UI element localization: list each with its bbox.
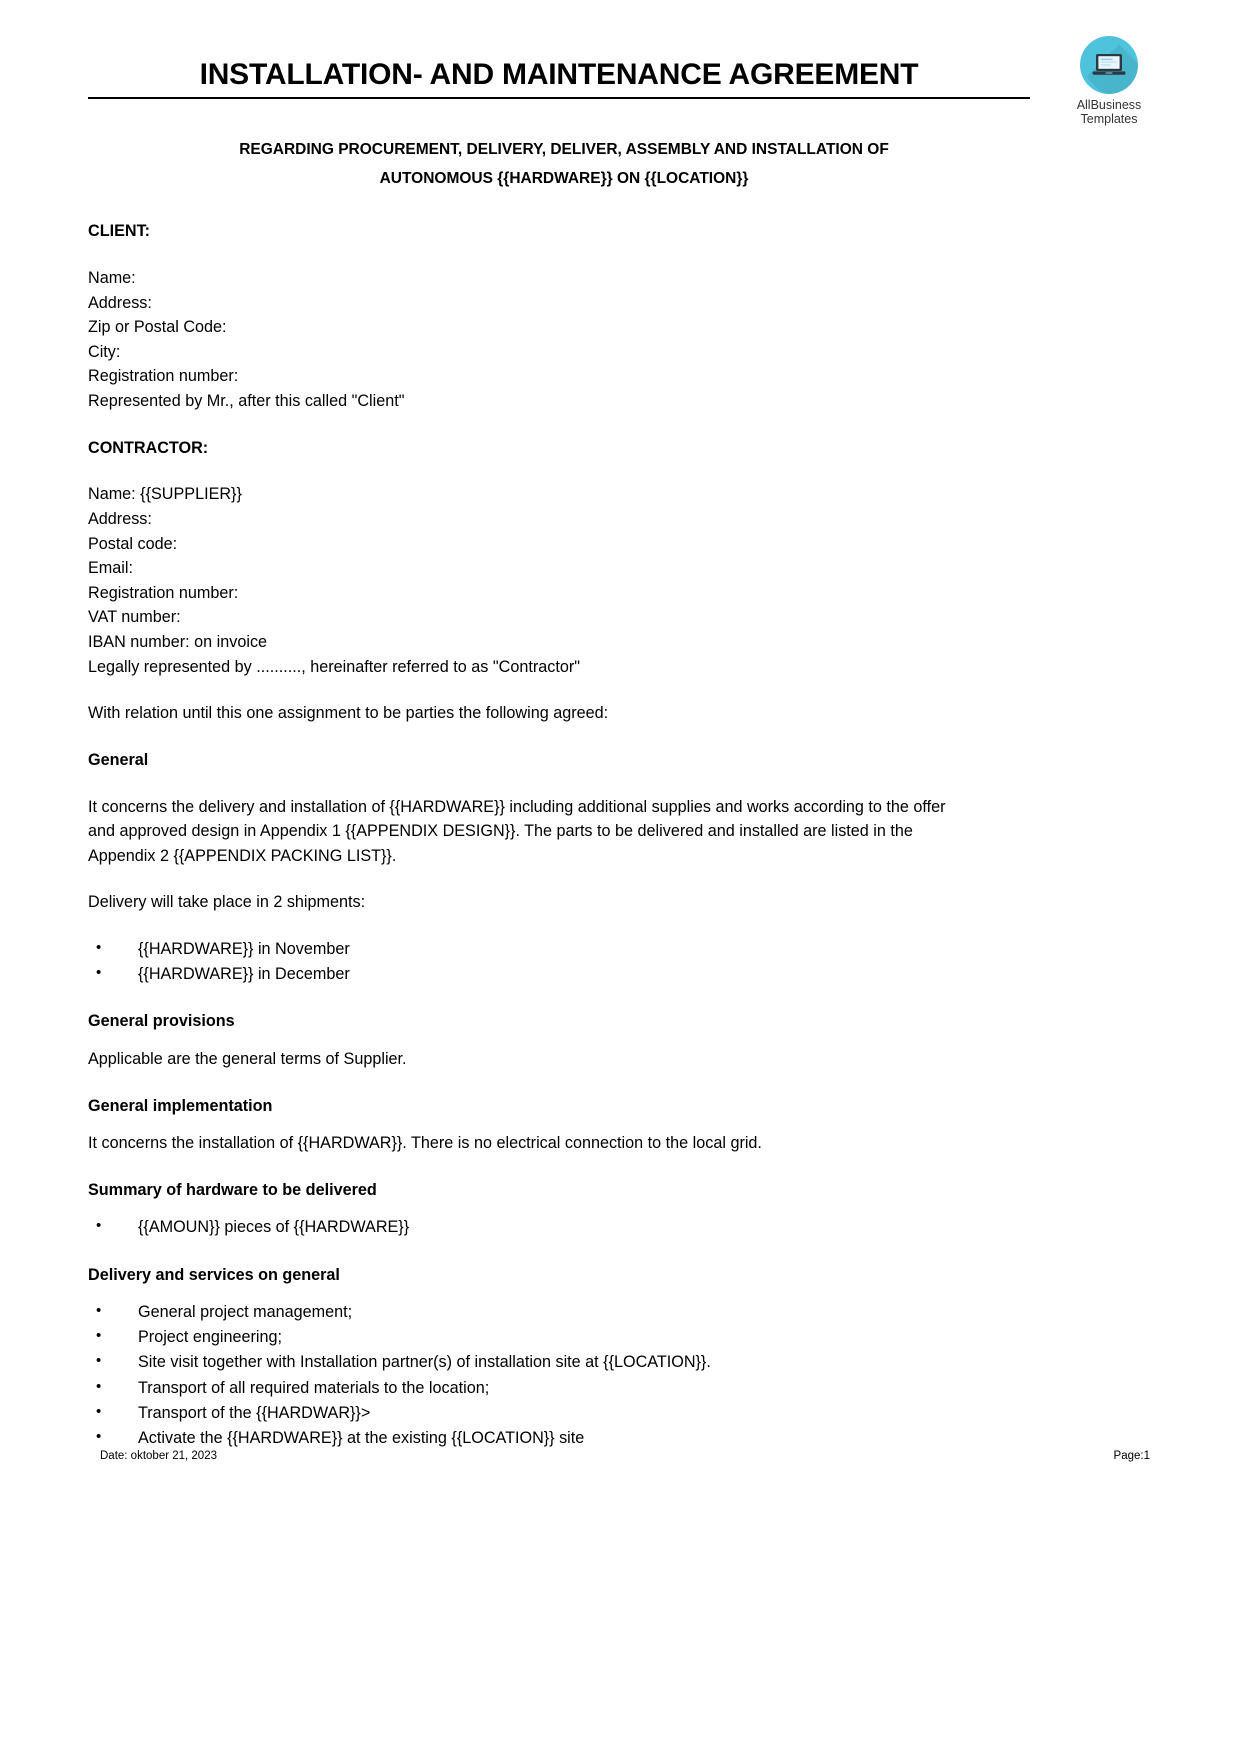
logo-text-line2: Templates bbox=[1080, 112, 1138, 127]
client-field-represented: Represented by Mr., after this called "Client" bbox=[88, 392, 405, 411]
intro-line: With relation until this one assignment to be parties the following agreed: bbox=[88, 704, 609, 723]
spacer bbox=[88, 915, 1160, 937]
laptop-icon bbox=[1091, 52, 1127, 78]
spacer bbox=[88, 679, 1160, 701]
list-item: • Site visit together with Installation partner(s) of installation site at {{LOCATION}}. bbox=[88, 1350, 1160, 1375]
client-field-zip: Zip or Postal Code: bbox=[88, 318, 227, 337]
spacer bbox=[88, 773, 1160, 795]
spacer bbox=[88, 1202, 1160, 1215]
list-item: • Transport of the {{HARDWAR}}> bbox=[88, 1401, 1160, 1426]
delivery-services-heading: Delivery and services on general bbox=[88, 1265, 340, 1284]
contractor-field-iban: IBAN number: on invoice bbox=[88, 633, 268, 652]
client-field-address: Address: bbox=[88, 293, 152, 312]
client-field-registration: Registration number: bbox=[88, 367, 239, 386]
subtitle-line-2: AUTONOMOUS {{HARDWARE}} ON {{LOCATION}} bbox=[379, 169, 749, 187]
spacer bbox=[88, 1034, 1160, 1047]
spacer bbox=[88, 1156, 1160, 1178]
client-field-city: City: bbox=[88, 342, 121, 361]
general-provisions-heading: General provisions bbox=[88, 1012, 235, 1031]
spacer bbox=[88, 726, 1160, 748]
general-implementation-paragraph: It concerns the installation of {{HARDWAR}}. There is no electrical connection to the local grid. bbox=[88, 1134, 762, 1153]
summary-heading: Summary of hardware to be delivered bbox=[88, 1180, 377, 1199]
list-item: • {{AMOUN}} pieces of {{HARDWARE}} bbox=[88, 1215, 1160, 1240]
logo-text-line1: AllBusiness bbox=[1076, 98, 1142, 112]
spacer bbox=[88, 1072, 1160, 1094]
general-heading: General bbox=[88, 750, 149, 769]
spacer bbox=[88, 414, 1160, 436]
spacer bbox=[88, 868, 1160, 890]
general-paragraph: It concerns the delivery and installation of {{HARDWARE}} including additional supplies and works according to the offer and approved design in Appendix 1 {{APPENDIX DESIGN}}. The parts to be delivered and installed are listed in the Appendix 2 {{APPENDIX PACKING LIST}}. bbox=[88, 797, 946, 865]
allbusiness-templates-logo bbox=[1050, 36, 1168, 127]
document-header bbox=[88, 36, 1160, 127]
contractor-field-postal: Postal code: bbox=[88, 534, 178, 553]
list-item: • Activate the {{HARDWARE}} at the existing {{LOCATION}} site bbox=[88, 1426, 1160, 1451]
general-provisions-paragraph: Applicable are the general terms of Supplier. bbox=[88, 1049, 407, 1068]
page-title: INSTALLATION- AND MAINTENANCE AGREEMENT bbox=[199, 58, 919, 91]
spacer bbox=[88, 460, 1160, 482]
subtitle-line-1: REGARDING PROCUREMENT, DELIVERY, DELIVER, ASSEMBLY AND INSTALLATION OF bbox=[239, 141, 889, 158]
client-field-name: Name: bbox=[88, 268, 136, 287]
contractor-field-address: Address: bbox=[88, 509, 152, 528]
spacer bbox=[88, 1287, 1160, 1300]
document-subtitle bbox=[88, 136, 1160, 193]
summary-list bbox=[88, 1215, 1160, 1240]
contractor-field-vat: VAT number: bbox=[88, 608, 181, 627]
document-body bbox=[88, 219, 1160, 1450]
client-heading: CLIENT: bbox=[88, 222, 151, 241]
list-item: • {{HARDWARE}} in December bbox=[88, 962, 1160, 987]
contractor-field-name: Name: {{SUPPLIER}} bbox=[88, 485, 242, 504]
delivery-services-list bbox=[88, 1300, 1160, 1451]
list-item: • Project engineering; bbox=[88, 1325, 1160, 1350]
spacer bbox=[88, 1118, 1160, 1131]
contractor-field-registration: Registration number: bbox=[88, 583, 239, 602]
list-item: • General project management; bbox=[88, 1300, 1160, 1325]
footer-date: Date: oktober 21, 2023 bbox=[100, 1450, 217, 1462]
document-footer bbox=[100, 1450, 1150, 1462]
delivery-shipments-line: Delivery will take place in 2 shipments: bbox=[88, 893, 366, 912]
shipments-list bbox=[88, 937, 1160, 987]
contractor-field-legally-represented: Legally represented by .........., hereinafter referred to as "Contractor" bbox=[88, 657, 580, 676]
header-divider bbox=[88, 97, 1030, 99]
general-implementation-heading: General implementation bbox=[88, 1096, 273, 1115]
logo-circle bbox=[1080, 36, 1138, 94]
contractor-heading: CONTRACTOR: bbox=[88, 438, 209, 457]
footer-page-number: Page:1 bbox=[1113, 1450, 1150, 1462]
list-item: • Transport of all required materials to the location; bbox=[88, 1376, 1160, 1401]
contractor-field-email: Email: bbox=[88, 559, 133, 578]
list-item: • {{HARDWARE}} in November bbox=[88, 937, 1160, 962]
spacer bbox=[88, 987, 1160, 1009]
spacer bbox=[88, 1241, 1160, 1263]
spacer bbox=[88, 244, 1160, 266]
